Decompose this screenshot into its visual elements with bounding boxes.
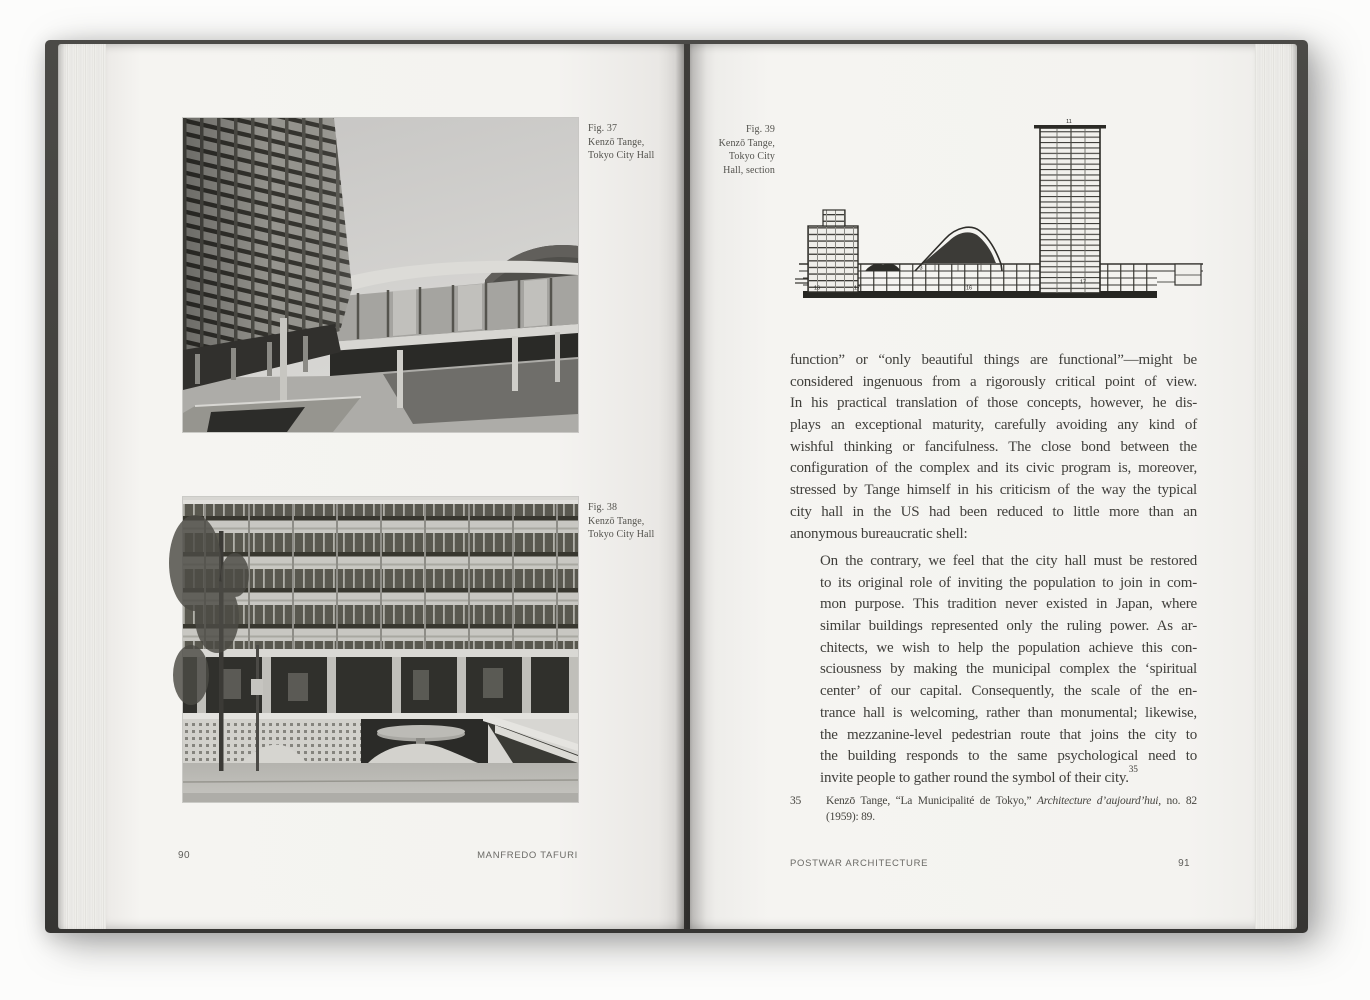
text-line: invite people to gather round the symbol of their city.$^{35}$ [820, 764, 1138, 786]
footnote-number: 35 [790, 795, 802, 807]
fig39-section-drawing [795, 115, 1205, 312]
running-footer-left: MANFREDO TAFURI [477, 850, 578, 861]
right-page [690, 44, 1255, 929]
page-number-right: 91 [1178, 858, 1190, 869]
text-line: the building responds to the same psychological need to [820, 748, 1197, 765]
section-label-base-a: 16 [813, 285, 821, 292]
text-line: Fig. 39 [745, 124, 775, 135]
text-line: similar buildings represented only the ruling power. As ar- [820, 618, 1197, 635]
section-label-base-d: 17 [1079, 279, 1087, 286]
fig39-caption [690, 123, 775, 177]
text-line: configuration of the complex and its civic program is, moreover, [790, 460, 1197, 477]
text-line: considered ingenuous from a rigorously critical point of view. [790, 373, 1197, 390]
text-line: In his practical translation of those concepts, however, he dis- [790, 395, 1197, 412]
section-label-tower: 11 [1066, 119, 1072, 125]
text-line: function” or “only beautiful things are functional”—might be [790, 352, 1197, 368]
text-line: plays an exceptional maturity, carefully avoiding any kind of [790, 417, 1197, 434]
right-page-footer [790, 858, 1190, 872]
fig37-caption [588, 122, 680, 163]
section-label-base-b: 17 [853, 285, 861, 292]
text-line: Fig. 37 [588, 123, 618, 134]
footnote-journal-title: Architecture d’aujourd’hui, [1036, 795, 1161, 807]
page-number-left: 90 [178, 850, 190, 861]
fig38-caption [588, 501, 680, 542]
text-line: Kenzō Tange, [718, 137, 775, 149]
text-line: Tokyo City Hall [588, 529, 655, 540]
footnote-roman-a: Kenzō Tange, “La Municipalité de Tokyo,” [826, 795, 1037, 807]
left-page-footer [178, 850, 578, 864]
fig37-photo [183, 118, 578, 432]
text-line: city hall in the US had been reduced to little more than an [790, 503, 1197, 520]
text-line: sciousness by making the municipal complex the ‘spiritual [820, 661, 1197, 678]
text-line: anonymous bureaucratic shell: [790, 525, 968, 542]
text-line: Kenzō Tange, [588, 136, 645, 148]
footnote-line2: (1959): 89. [826, 810, 875, 823]
footnote-35 [790, 795, 1197, 827]
page-edges-right [1255, 44, 1297, 929]
fig38-photo-art [183, 497, 578, 802]
fig37-photo-art [183, 118, 578, 432]
left-page [106, 44, 684, 929]
text-line: Fig. 38 [588, 502, 618, 513]
body-text [790, 352, 1197, 547]
page-edges-left [58, 44, 106, 929]
text-line: Tokyo City Hall [588, 150, 655, 161]
text-line: Kenzō Tange, [588, 515, 645, 527]
section-label-hall: 3 [919, 265, 923, 272]
text-line: Tokyo City [728, 151, 775, 162]
text-line: wishful thinking or fancifulness. The close bond between the [790, 438, 1197, 455]
section-label-base-c: 16 [965, 285, 973, 292]
running-footer-right: POSTWAR ARCHITECTURE [790, 858, 929, 869]
text-line: mon purpose. This tradition never existed in Japan, where [820, 596, 1197, 613]
text-line: trance hall is welcoming, rather than monumental; likewise, [820, 704, 1197, 721]
footnote-roman-b: no. 82 [1160, 795, 1197, 807]
text-line: stressed by Tange himself in his criticism of the way the typical [790, 482, 1197, 499]
text-line: On the contrary, we feel that the city hall must be restored [820, 553, 1197, 569]
fig39-drawing-art [795, 115, 1205, 312]
text-line: to its original role of inviting the population to join in com- [820, 574, 1197, 591]
text-line: chitects, we wish to help the population achieve this con- [820, 639, 1197, 656]
text-line: the mezzanine-level pedestrian route that joins the city to [820, 726, 1197, 743]
text-line: center’ of our capital. Consequently, the scale of the en- [820, 683, 1197, 700]
block-quote [820, 553, 1197, 792]
fig38-photo [183, 497, 578, 802]
footnote-text [826, 795, 1197, 826]
text-line: Hall, section [723, 164, 775, 176]
